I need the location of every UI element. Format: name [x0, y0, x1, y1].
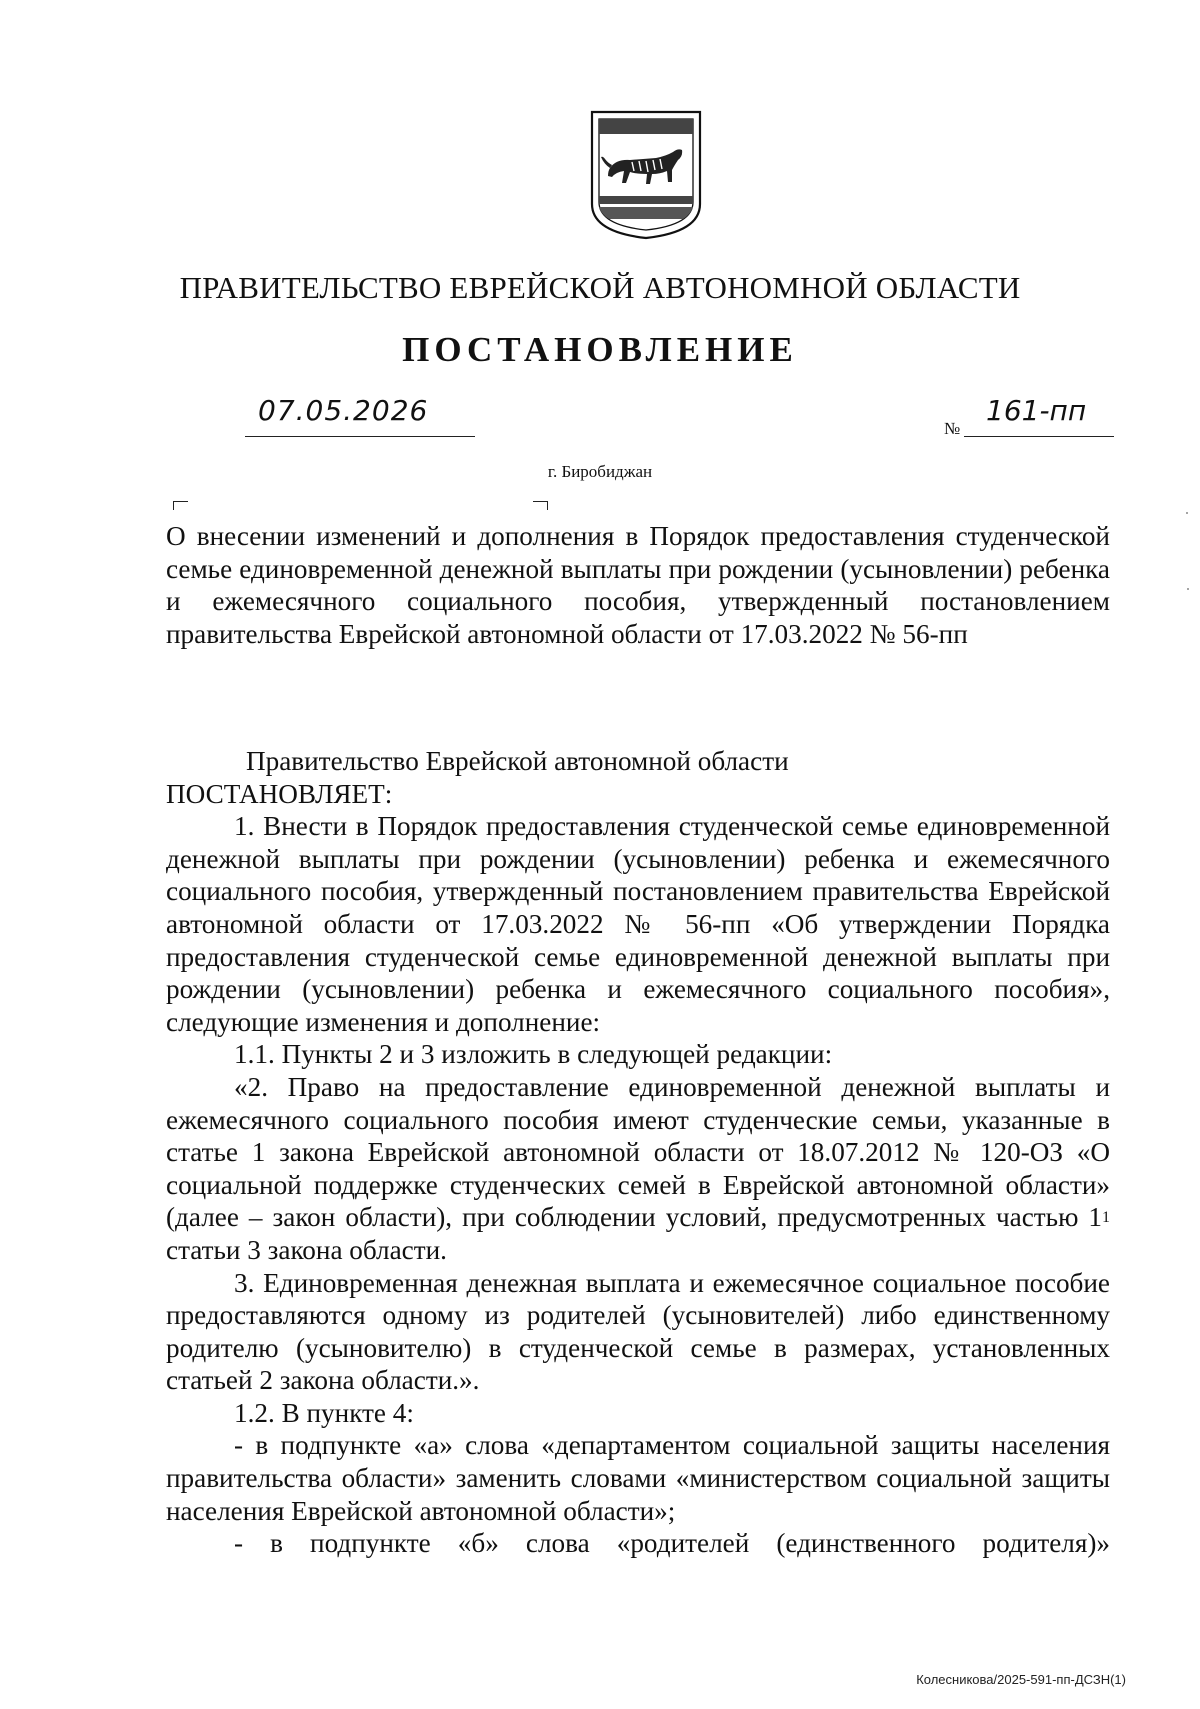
coat-of-arms-tiger-icon: [586, 108, 706, 242]
paragraph-2: [166, 1071, 1110, 1267]
paragraph-3: 3. Единовременная денежная выплата и ежемесячное социальное пособие предоставляются одному из родителей (усыновителей) либо единственному родителю (усыновителю) в студенческой семье в размерах, установленных статьей 2 закона области.».: [166, 1267, 1110, 1396]
scan-speck: [1186, 512, 1188, 514]
number-underline: [964, 436, 1114, 437]
document-type-heading: ПОСТАНОВЛЕНИЕ: [402, 330, 798, 369]
government-title: ПРАВИТЕЛЬСТВО ЕВРЕЙСКОЙ АВТОНОМНОЙ ОБЛАСТИ: [179, 270, 1021, 305]
handwritten-date: 07.05.2026: [258, 394, 429, 427]
subject-corner-mark-left: [173, 501, 188, 510]
superscript-mark: 1: [1102, 1209, 1110, 1227]
decree-word: ПОСТАНОВЛЯЕТ:: [166, 778, 393, 809]
paragraph-2-text: «2. Право на предоставление единовременной денежной выплаты и ежемесячного социального пособия имеют студенческие семьи, указанные в статье 1 закона Еврейской автономной области от 18.07.2012 № 120-ОЗ «О социальной поддержке студенческих семей в Еврейской автономной области» (далее – закон области), при соблюдении условий, предусмотренных частью 1: [166, 1071, 1110, 1233]
document-subject: О внесении изменений и дополнения в Порядок предоставления студенческой семье единовременной денежной выплаты при рождении (усыновлении) ребенка и ежемесячного социального пособия, утвержденный постановлением правительства Еврейской автономной области от 17.03.2022 № 56-пп: [166, 521, 1110, 649]
list-item-subpoint-a: - в подпункте «а» слова «департаментом социальной защиты населения правительства области» заменить словами «министерством социальной защиты населения Еврейской автономной области»;: [166, 1430, 1110, 1526]
paragraph-1-1: 1.1. Пункты 2 и 3 изложить в следующей редакции:: [234, 1039, 833, 1070]
paragraph-2-tail: статьи 3 закона области.: [166, 1234, 447, 1265]
scan-speck: [1187, 588, 1189, 590]
date-underline: [245, 436, 475, 437]
document-body: [166, 745, 1110, 1560]
executor-code: Колесникова/2025-591-пп-ДСЗН(1): [916, 1672, 1126, 1687]
paragraph-1: 1. Внести в Порядок предоставления студенческой семье единовременной денежной выплаты при рождении (усыновлении) ребенка и ежемесячного социального пособия, утвержденный постановлением правительства Еврейской автономной области от 17.03.2022 № 56-пп «Об утверждении Порядка предоставления студенческой семье единовременной денежной выплаты при рождении (усыновлении) ребенка и ежемесячного социального пособия», следующие изменения и дополнение:: [166, 811, 1110, 1037]
subject-corner-mark-right: [533, 501, 548, 510]
government-line: Правительство Еврейской автономной области: [246, 746, 789, 776]
handwritten-document-number: 161-пп: [986, 394, 1087, 427]
paragraph-1-2: 1.2. В пункте 4:: [234, 1397, 414, 1428]
city-line: г. Биробиджан: [547, 462, 653, 481]
number-sign: №: [944, 419, 961, 438]
list-item-subpoint-b: - в подпункте «б» слова «родителей (единственного родителя)»: [234, 1528, 1110, 1559]
